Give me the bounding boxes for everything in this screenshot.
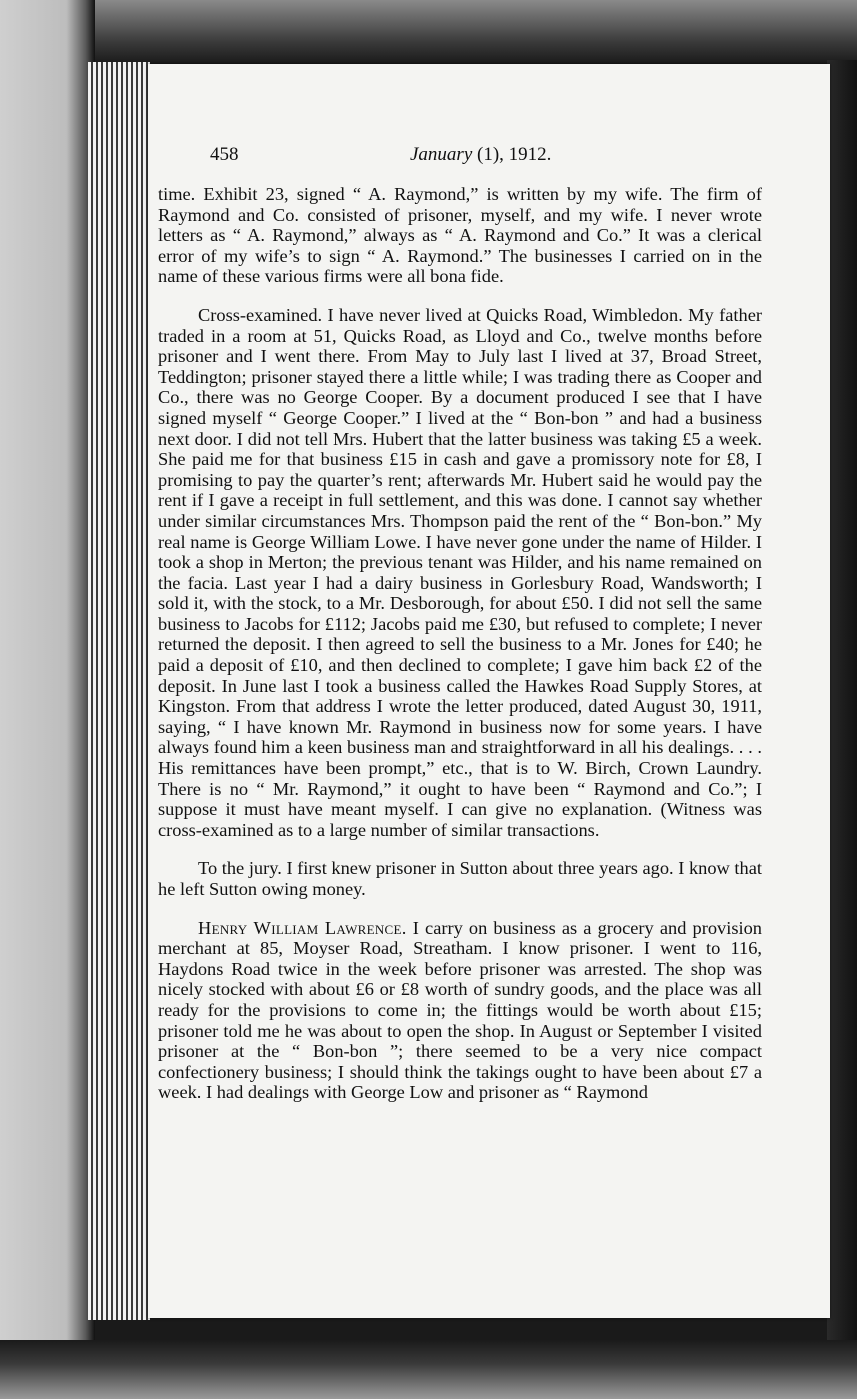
scan-background-top [0,0,857,70]
scan-background-left [0,0,95,1399]
paragraph-text: Cross-examined. I have never lived at Quicks Road, Wimbledon. My father traded in a room at 51, Quicks Road, as Lloyd and Co., twelve months before prisoner and I went there. From May to July last I lived at 37, Broad Street, Teddington; prisoner stayed there a little while; I was trading there as Cooper and Co., there was no George Cooper. By a document produced I see that I have signed myself “ George Cooper.” I lived at the “ Bon-bon ” and had a business next door. I did not tell Mrs. Hubert that the latter business was taking £5 a week. She paid me for that business £15 in cash and gave a promissory note for £8, I promising to pay the quarter’s rent; afterwards Mr. Hubert said he would pay the rent if I gave a receipt in full settlement, and this was done. I cannot say whether under similar circumstances Mrs. Thompson paid the rent of the “ Bon-bon.” My real name is George William Lowe. I have never gone under the name of Hilder. I took a shop in Merton; the previous tenant was Hilder, and his name remained on the facia. Last year I had a dairy business in Gorlesbury Road, Wandsworth; I sold it, with the stock, to a Mr. Desborough, for about £50. I did not sell the same business to Jacobs for £112; Jacobs paid me £30, but refused to complete; I never returned the deposit. I then agreed to sell the business to a Mr. Jones for £40; he paid a deposit of £10, and then declined to complete; I gave him back £2 of the deposit. In June last I took a business called the Hawkes Road Supply Stores, at Kingston. From that address I wrote the letter produced, dated August 30, 1911, saying, “ I have known Mr. Raymond in business now for some years. I have always found him a keen business man and straightforward in all his dealings. . . . His remittances have been prompt,” etc., that is to W. Birch, Crown Laundry. There is no “ Mr. Raymond,” it ought to have been “ Raymond and Co.”; I suppose it must have meant myself. I can give no explanation. (Witness was cross-examined as to a large number of similar transactions. [158,304,762,840]
running-title-month: January [410,144,473,165]
scan-background-right [827,60,857,1350]
page-number: 458 [210,144,239,165]
paragraph-text: To the jury. I first knew prisoner in Sutton about three years ago. I know that he left Sutton owing money. [158,858,762,899]
paragraph-text: time. Exhibit 23, signed “ A. Raymond,” is written by my wife. The firm of Raymond and Co. consisted of prisoner, myself, and my wife. I never wrote letters as “ A. Raymond,” always as “ A. Raymond and Co.” It was a clerical error of my wife’s to sign “ A. Raymond.” The businesses I carried on in the name of these various firms were all bona fide. [158,184,762,287]
book-page [148,64,830,1318]
paragraph [158,305,762,840]
witness-name: Henry William Lawrence. [198,917,407,938]
paragraph-text: I carry on business as a grocery and provision merchant at 85, Moyser Road, Streatham. I know prisoner. I went to 116, Haydons Road twice in the week before prisoner was arrested. The shop was nicely stocked with about £6 or £8 worth of sundry goods, and the place was all ready for the provisions to come in; the fittings would be worth about £15; prisoner told me he was about to open the shop. In August or September I visited prisoner at the “ Bon-bon ”; there seemed to be a very nice compact confectionery business; I should think the takings ought to have been about £7 a week. I had dealings with George Low and prisoner as “ Raymond [158,917,763,1103]
paragraph [158,858,762,899]
running-title-date: (1), 1912. [472,144,552,165]
book-page-edges [88,62,150,1320]
page-header [210,144,770,174]
paragraph [158,184,762,287]
running-title [410,144,551,166]
scan-background-bottom [0,1340,857,1399]
paragraph [158,918,762,1103]
body-text [158,184,762,1121]
